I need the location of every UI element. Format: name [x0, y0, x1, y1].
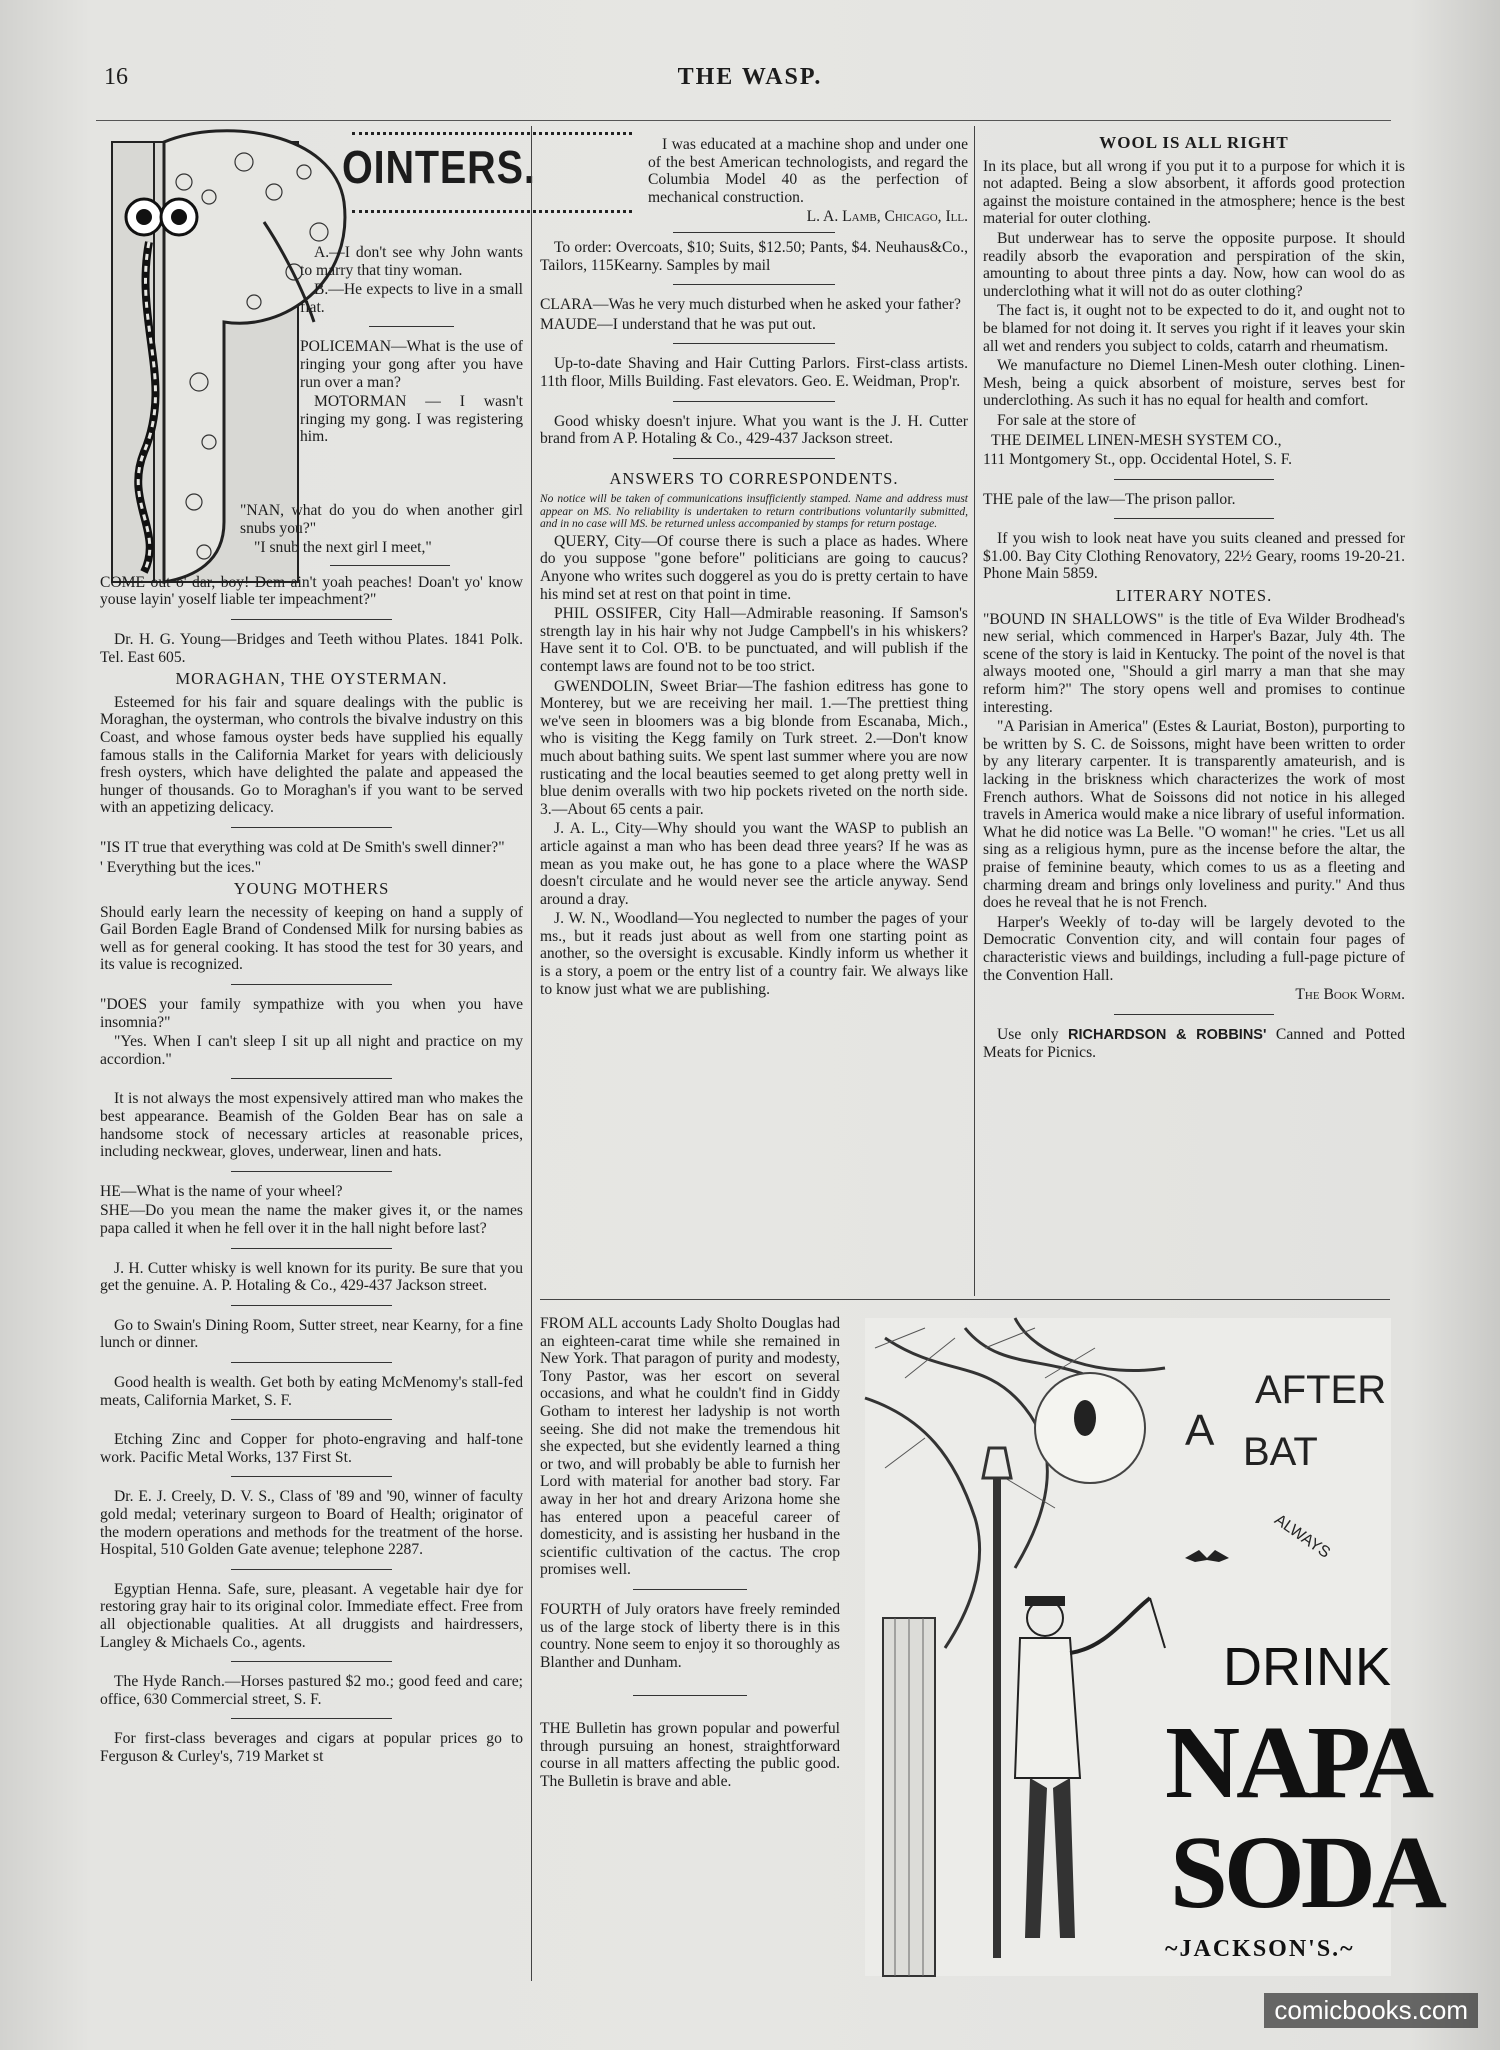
separator — [673, 401, 836, 402]
paragraph: POLICEMAN—What is the use of ringing your gong after you have run over a man? — [300, 338, 523, 391]
column-1 — [100, 502, 523, 1987]
paragraph: Good whisky doesn't injure. What you want is the J. H. Cutter brand from A P. Hotaling & Co., 429-437 Jackson street. — [540, 412, 968, 448]
paragraph: Esteemed for his fair and square dealings with the public is Moraghan, the oysterman, who controls the bivalve industry on this Coast, and whose famous oyster beds have supplied his equally famous stalls in the California Market for years with deliciously fresh oysters, which have delighted the palate and appeased the hunger of thousands. Go to Moraghan's if you want to be served with an appetizing delicacy. — [100, 693, 523, 817]
ad-bat: BAT — [1243, 1430, 1318, 1474]
separator — [369, 326, 454, 327]
column-2 — [540, 136, 968, 1286]
ad-drink: DRINK — [1223, 1637, 1392, 1697]
paragraph: Up-to-date Shaving and Hair Cutting Parlors. First-class artists. 11th floor, Mills Building. Fast elevators. Geo. E. Weidman, Prop'r. — [540, 355, 968, 390]
ad-napa: NAPA — [1165, 1705, 1431, 1820]
ad-always: ALWAYS — [1271, 1511, 1334, 1562]
napa-soda-advertisement — [865, 1318, 1443, 1976]
separator — [673, 343, 836, 344]
paragraph: GWENDOLIN, Sweet Briar—The fashion editress has gone to Monterey, but we are receiving her mail. 1.—The prettiest thing we've seen in bloomers was a big blonde from Escanaba, Mich., who is visiting the Kegg family on Turk street. 2.—Don't know much about bathing suits. We spent last summer where you are now rusticating and the local beauties seemed to get along pretty well in blue denim overalls with two hip pockets riveted on the north side. 3.—About 65 cents a pair. — [540, 677, 968, 818]
ad-soda: SODA — [1170, 1815, 1443, 1930]
column-rule-2 — [974, 126, 975, 1296]
paragraph: J. H. Cutter whisky is well known for its purity. Be sure that you get the genuine. A. P. Hotaling & Co., 429-437 Jackson street. — [100, 1259, 523, 1295]
paragraph: B.—He expects to live in a small flat. — [300, 281, 523, 316]
paragraph: Harper's Weekly of to-day will be largely devoted to the Democratic Convention city, and will contain four pages of characteristic views and buildings, including a full-page picture of the Convention Hall. — [983, 913, 1405, 984]
paragraph: I was educated at a machine shop and under one of the best American technologists, and regard the Columbia Model 40 as the perfection of mechanical construction. — [648, 136, 968, 206]
column-3 — [983, 130, 1405, 1292]
paragraph: The fact is, it ought not to be expected to do it, and ought not to be blamed for not doing it. It serves you right if it leaves your skin all wet and renders you subject to colds, catarrh and rheumatism. — [983, 302, 1405, 355]
paragraph: "BOUND IN SHALLOWS" is the title of Eva Wilder Brodhead's new serial, which commenced in Harper's Bazar, July 4th. The scene of the story is laid in Kentucky. The point of the novel is that always mooted one, "Should a girl marry a man that she may reform him?" The story opens well and promises to continue interesting. — [983, 610, 1405, 716]
paragraph: The Hyde Ranch.—Horses pastured $2 mo.; good feed and care; office, 630 Commercial street, S. F. — [100, 1673, 523, 1708]
separator — [231, 1248, 392, 1249]
paragraph: J. A. L., City—Why should you want the WASP to publish an article against a man who has been dead three years? If he was as mean as you make out, he has gone to a place where the WASP doesn't circulate and he would never see the article anyway. Send around a dray. — [540, 820, 968, 908]
notice: No notice will be taken of communications insufficiently stamped. Name and address must appear on MS. No reliability is undertaken to return contributions voluntarily submitted, and in no case will MS. be returned unless accompanied by stamps for return postage. — [540, 493, 968, 531]
paragraph: "Yes. When I can't sleep I sit up all night and practice on my accordion." — [100, 1033, 523, 1068]
column-rule-1 — [531, 126, 532, 1981]
paragraph: In its place, but all wrong if you put it to a purpose for which it is not adapted. Being a slow absorbent, it affords good protection against the moisture contained in the atmosphere; hence is the best material for outer clothing. — [983, 157, 1405, 228]
text: Use only — [997, 1025, 1069, 1043]
separator — [231, 827, 392, 828]
heading: ANSWERS TO CORRESPONDENTS. — [609, 468, 899, 488]
paragraph: Dr. H. G. Young—Bridges and Teeth withou Plates. 1841 Polk. Tel. East 605. — [100, 630, 523, 666]
separator — [231, 984, 392, 985]
running-head: THE WASP. — [677, 64, 823, 90]
separator — [231, 1419, 392, 1420]
paragraph: It is not always the most expensively attired man who makes the best appearance. Beamish of the Golden Bear has on sale a handsome stock of necessary articles at reasonable prices, including neckwear, gloves, underwear, linen and hats. — [100, 1090, 523, 1161]
paragraph: To order: Overcoats, $10; Suits, $12.50; Pants, $4. Neuhaus&Co., Tailors, 115Kearny. Samples by mail — [540, 238, 968, 274]
separator — [231, 619, 392, 620]
site-watermark: comicbooks.com — [1264, 1993, 1478, 2028]
brand-name: RICHARDSON & ROBBINS' — [1068, 1026, 1267, 1043]
paragraph: Etching Zinc and Copper for photo-engraving and half-tone work. Pacific Metal Works, 137 First St. — [100, 1431, 523, 1466]
paragraph: Dr. E. J. Creely, D. V. S., Class of '89 and '90, winner of faculty gold medal; veterinary surgeon to Board of Health; originator of the modern operations and methods for the treatment of the horse. Hospital, 510 Golden Gate avenue; telephone 2287. — [100, 1488, 523, 1559]
paragraph: "A Parisian in America" (Estes & Lauriat, Boston), purporting to be written by S. C. de Soissons, might have been written to order by any literary carpenter. It is transparently amateurish, and is lacking in the briskness which characterizes the work of most French authors. What de Soissons did not notice in his alleged travels in America would make a nice library of useful information. What he did notice was La Belle. "O woman!" he cries. "Let us all sing as a religious hymn, pure as the incense before the altar, the praise of feminine beauty, which comes to us as a fleeting and charming dream and brings only loveliness and purity." And thus does he reveal that he is not French. — [983, 718, 1405, 912]
separator — [1114, 1014, 1274, 1015]
paragraph: We manufacture no Diemel Linen-Mesh outer clothing. Linen-Mesh, being a quick absorbent of moisture, serves best for underclothing. As such it has no equal for health and comfort. — [983, 357, 1405, 410]
top-rule — [96, 120, 1391, 121]
paragraph: HE—What is the name of your wheel? — [100, 1182, 343, 1200]
separator — [231, 1661, 392, 1662]
paragraph: J. W. N., Woodland—You neglected to number the pages of your ms., but it reads just about as well from one starting point as another, so the oversight is excusable. Kindly inform us whether it is a story, a poem or the entry list of a country fair. We always like to know just what we are publishing. — [540, 910, 968, 998]
ad-a: A — [1185, 1406, 1215, 1455]
heading: LITERARY NOTES. — [1115, 586, 1273, 606]
paragraph: For first-class beverages and cigars at popular prices go to Ferguson & Curley's, 719 Market st — [100, 1730, 523, 1765]
separator — [1114, 518, 1274, 519]
separator — [231, 1476, 392, 1477]
paragraph: CLARA—Was he very much disturbed when he asked your father? — [540, 296, 961, 314]
paragraph: THE DEIMEL LINEN-MESH SYSTEM CO., — [991, 431, 1282, 449]
separator — [633, 1589, 747, 1590]
separator — [231, 1305, 392, 1306]
separator — [1114, 479, 1274, 480]
pointers-title: OINTERS. — [342, 141, 536, 193]
paragraph: But underwear has to serve the opposite purpose. It should readily absorb the evaporation and perspiration of the skin, amounting to about three pints a day. Now, how can wool do as underclothing what it will not do as outer clothing? — [983, 229, 1405, 300]
paragraph: FROM ALL accounts Lady Sholto Douglas had an eighteen-carat time while she remained in New York. That paragon of purity and modesty, Tony Pastor, was her escort on several occasions, and what he couldn't find in Giddy Gotham to interest her ladyship is not worth seeing. She did not make the tremendous hit she expected, but she evidently learned a thing or two, and will probably be able to furnish her Lord with material for another bad story. Far away in her hot and dreary Arizona home she has entered upon a peaceful career of domesticity, and is assisting her husband in the scientific cultivation of the cactus. The crop promises well. — [540, 1315, 840, 1579]
section-rule — [540, 1299, 1390, 1300]
separator — [231, 1718, 392, 1719]
paragraph: "IS IT true that everything was cold at De Smith's swell dinner?" — [100, 838, 505, 856]
heading: MORAGHAN, THE OYSTERMAN. — [175, 669, 448, 689]
paragraph: Go to Swain's Dining Room, Sutter street, near Kearny, for a fine lunch or dinner. — [100, 1316, 523, 1352]
paragraph: "NAN, what do you do when another girl snubs you?" — [240, 502, 523, 537]
column-1-upper-right — [300, 244, 523, 494]
separator — [673, 284, 836, 285]
separator — [633, 1695, 747, 1696]
paragraph: PHIL OSSIFER, City Hall—Admirable reasoning. If Samson's strength lay in his hair why not Judge Campbell's in his whiskers? Have sent it to Col. O'B. to be punctuated, and will publish if the contempt laws are found not to be too strict. — [540, 605, 968, 675]
separator — [231, 1569, 392, 1570]
heading: WOOL IS ALL RIGHT — [1099, 133, 1289, 152]
paragraph: Good health is wealth. Get both by eating McMenomy's stall-fed meats, California Market, S. F. — [100, 1373, 523, 1409]
paragraph: MOTORMAN — I wasn't ringing my gong. I was registering him. — [300, 393, 523, 446]
paragraph: "DOES your family sympathize with you when you have insomnia?" — [100, 996, 523, 1031]
signature: The Book Worm. — [1295, 986, 1405, 1004]
paragraph: ' Everything but the ices." — [100, 858, 262, 876]
lower-column — [540, 1315, 840, 1955]
separator — [231, 1362, 392, 1363]
paragraph: 111 Montgomery St., opp. Occidental Hotel, S. F. — [983, 451, 1293, 469]
separator — [330, 565, 450, 566]
ad-after: AFTER — [1255, 1368, 1387, 1412]
paragraph: Should early learn the necessity of keeping on hand a supply of Gail Borden Eagle Brand of Condensed Milk for nursing babies as well as for general cooking. It has stood the test for 30 years, and its value is recognized. — [100, 903, 523, 974]
page-number: 16 — [104, 64, 128, 90]
separator — [231, 1078, 392, 1079]
paragraph: SHE—Do you mean the name the maker gives it, or the names papa called it when he fell over it in the hall night before last? — [100, 1202, 523, 1237]
paragraph: THE pale of the law—The prison pallor. — [983, 490, 1236, 508]
paragraph: "I snub the next girl I meet," — [254, 539, 432, 557]
paragraph: THE Bulletin has grown popular and powerful through pursuing an honest, straightforward course in all matters affecting the public good. The Bulletin is brave and able. — [540, 1720, 840, 1791]
paragraph: For sale at the store of — [997, 411, 1137, 429]
separator — [673, 232, 836, 233]
paragraph: A.—I don't see why John wants to marry that tiny woman. — [300, 244, 523, 279]
separator — [673, 458, 836, 459]
heading: YOUNG MOTHERS — [233, 879, 390, 899]
paragraph: Egyptian Henna. Safe, sure, pleasant. A vegetable hair dye for restoring gray hair to its original color. Immediate effect. Free from all objectionable qualities. At all druggists and hairdressers, Langley & Michaels Co., agents. — [100, 1580, 523, 1651]
paragraph: QUERY, City—Of course there is such a place as hades. Where do you suppose "gone before" politicians are going to caucus? Anyone who writes such doggerel as you do is pretty certain to have his mind set at rest on that point in time. — [540, 532, 968, 603]
signature: L. A. Lamb, Chicago, Ill. — [806, 208, 968, 226]
paragraph: COME out o' dar, boy! Dem ain't yoah peaches! Doan't yo' know youse layin' yoself liable ter impeachment?" — [100, 573, 523, 609]
text: Canned and Potted Meats for Picnics. — [983, 1025, 1405, 1062]
paragraph — [983, 1026, 1405, 1062]
paragraph: FOURTH of July orators have freely reminded us of the large stock of liberty there is in this country. None seem to enjoy it so thoroughly as Blanther and Dunham. — [540, 1600, 840, 1671]
paragraph: If you wish to look neat have you suits cleaned and pressed for $1.00. Bay City Clothing Renovatory, 22½ Geary, rooms 19-20-21. Phone Main 5859. — [983, 530, 1405, 583]
separator — [231, 1171, 392, 1172]
paragraph: MAUDE—I understand that he was put out. — [540, 315, 816, 333]
ad-jacksons: ~JACKSON'S.~ — [1165, 1936, 1355, 1962]
